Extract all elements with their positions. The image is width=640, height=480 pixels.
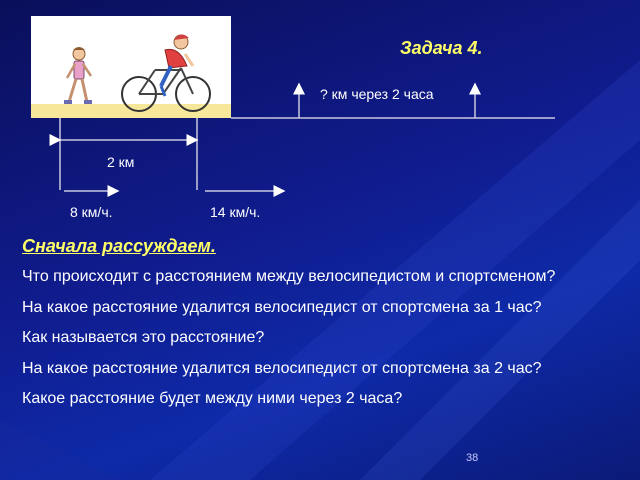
question-2: На какое расстояние удалится велосипедист от спортсмена за 1 час? [22, 299, 542, 316]
task-title: Задача 4. [400, 38, 483, 58]
cyclist-speed-label: 14 км/ч. [210, 204, 261, 220]
unknown-distance-label: ? км через 2 часа [320, 86, 434, 102]
walker-speed-label: 8 км/ч. [70, 204, 113, 220]
initial-distance-label: 2 км [107, 154, 135, 170]
question-5: Какое расстояние будет между ними через 2 часа? [22, 390, 403, 407]
question-1: Что происходит с расстоянием между велосипедистом и спортсменом? [22, 268, 556, 285]
question-4: На какое расстояние удалится велосипедист от спортсмена за 2 час? [22, 360, 542, 377]
slide-number: 38 [466, 452, 479, 464]
reasoning-heading: Сначала рассуждаем. [22, 236, 216, 256]
question-3: Как называется это расстояние? [22, 329, 265, 346]
